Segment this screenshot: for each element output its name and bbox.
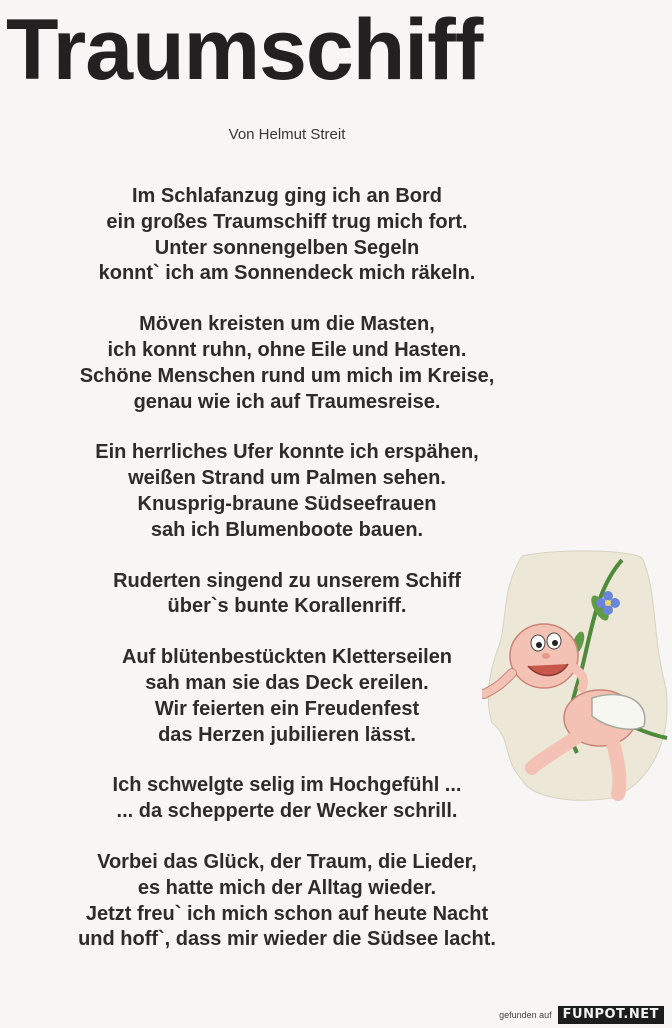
- poem-line: weißen Strand um Palmen sehen.: [128, 467, 446, 490]
- source-footer: [499, 1006, 664, 1024]
- poem-line: über`s bunte Korallenriff.: [167, 595, 407, 618]
- baby-sticker-illustration: [482, 548, 672, 804]
- poem-author: Von Helmut Streit: [228, 126, 346, 143]
- stanza: [0, 440, 574, 543]
- poem-line: Ruderten singend zu unserem Schiff: [113, 569, 461, 592]
- poem-line: und hoff`, dass mir wieder die Südsee lacht.: [78, 928, 496, 951]
- poem-line: das Herzen jubilieren lässt.: [158, 723, 416, 746]
- poem-line: Unter sonnengelben Segeln: [154, 236, 420, 259]
- poem-line: ich konnt ruhn, ohne Eile und Hasten.: [107, 338, 467, 361]
- poem-line: Knusprig-braune Südseefrauen: [137, 492, 437, 515]
- stanza: [0, 850, 574, 953]
- footer-prefix: gefunden auf: [499, 1010, 552, 1020]
- poem-line: ... da schepperte der Wecker schrill.: [116, 800, 458, 823]
- poem-line: sah man sie das Deck ereilen.: [145, 671, 429, 694]
- poem-title: Traumschiff: [6, 2, 483, 98]
- poem-line: Ich schwelgte selig im Hochgefühl ...: [112, 774, 462, 797]
- poem-line: Im Schlafanzug ging ich an Bord: [131, 185, 443, 207]
- poem-line: Möven kreisten um die Masten,: [139, 313, 435, 336]
- stanza: [0, 184, 574, 287]
- stanza: [0, 312, 574, 415]
- poem-line: Wir feierten ein Freudenfest: [154, 697, 420, 720]
- poem-line: Ein herrliches Ufer konnte ich erspähen,: [95, 441, 479, 464]
- poem-line: Auf blütenbestückten Kletterseilen: [121, 646, 453, 669]
- poem-line: sah ich Blumenboote bauen.: [150, 518, 424, 541]
- footer-brand-logo[interactable]: FUNPOT.NET: [558, 1006, 664, 1024]
- poem-line: es hatte mich der Alltag wieder.: [137, 876, 437, 899]
- poem-line: Schöne Menschen rund um mich im Kreise,: [79, 364, 495, 387]
- poem-line: Vorbei das Glück, der Traum, die Lieder,: [97, 850, 477, 873]
- poem-line: Jetzt freu` ich mich schon auf heute Nacht: [85, 902, 489, 925]
- poem-line: genau wie ich auf Traumesreise.: [133, 390, 441, 413]
- poem-line: konnt` ich am Sonnendeck mich räkeln.: [98, 262, 476, 285]
- poem-line: ein großes Traumschiff trug mich fort.: [106, 210, 468, 233]
